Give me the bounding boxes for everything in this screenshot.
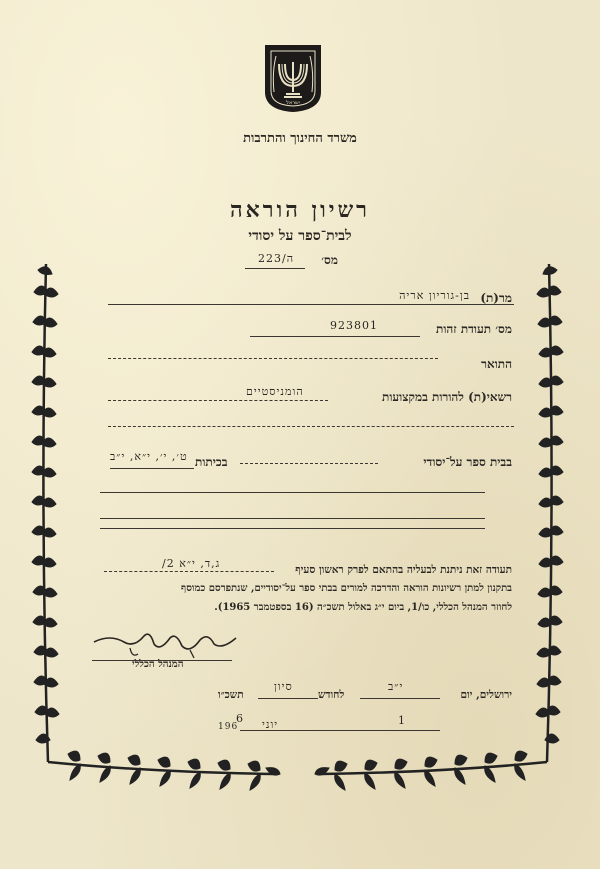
svg-text:ישראל: ישראל (286, 100, 300, 106)
greg-month-value: יוני (262, 718, 279, 731)
handwritten-signature (90, 628, 240, 662)
clause-section-value: ג,ד, י״א 2/ (162, 557, 221, 570)
hebrew-day-value: י״ב (388, 680, 404, 693)
license-number-value: ה/223 (258, 252, 295, 265)
hebrew-month-value: סיון (274, 680, 293, 693)
clause-line-1: תעודה זאת ניתנת לבעליה בהתאם לפרק ראשון סעיף (295, 564, 512, 576)
right-laurel-border (312, 262, 567, 792)
greg-day-value: 1 (398, 714, 406, 727)
name-line (108, 304, 514, 305)
clause-line-3: לחוזר המנהל הכללי, כו/1, ביום י״ג באלול תשכ״ה (16 בספטמבר 1965). (214, 602, 512, 613)
ministry-name: משרד החינוך והתרבות (243, 131, 357, 146)
document-subtitle: לבית־ספר על יסודי (248, 228, 352, 244)
authorized-subjects-line (108, 400, 328, 401)
authorized-subjects-extra-line (108, 426, 514, 427)
day-line (360, 698, 440, 699)
title-degree-line (108, 358, 438, 359)
city-day-label: ירושלים, יום (460, 689, 512, 701)
grades-line (110, 468, 194, 469)
month-line (258, 698, 318, 699)
grades-value: ט׳, י׳, י״א, י״ב (110, 450, 188, 463)
greg-year-prefix: 196 (218, 722, 239, 732)
id-number-value: 923801 (330, 319, 378, 332)
id-number-line (250, 336, 420, 337)
name-value: בן-גוריון אריה (399, 289, 470, 302)
authorized-subjects-value: הומניסטיים (246, 385, 304, 398)
title-degree-label: התואר (481, 357, 512, 371)
greg-year-value: 6 (236, 712, 244, 725)
state-emblem-icon (262, 42, 324, 114)
license-number-label: מס׳ (321, 253, 338, 267)
clause-line-2: בתקנון למתן רשיונות הוראה והדרכה למורים בבתי ספר על־יסודיים, שנתפרסם כמוסף (181, 583, 512, 594)
authorized-subjects-label: רשאי(ת) להורות במקצועות (382, 390, 512, 404)
name-label: מר(ת) (480, 291, 512, 305)
clause-section-line (104, 571, 274, 572)
secondary-school-label: בבית ספר על־יסודי (423, 455, 512, 469)
blank-line-2 (100, 518, 485, 519)
blank-line-3 (100, 528, 485, 529)
id-number-label: מס׳ תעודת זהות (436, 322, 512, 336)
hebrew-year-label: תשכ״ו (218, 689, 244, 701)
blank-line-1 (100, 492, 485, 493)
month-label: לחודש (318, 689, 345, 701)
signatory-role: המנהל הכללי (132, 659, 184, 670)
left-laurel-border (28, 262, 283, 792)
secondary-school-line (240, 463, 378, 464)
grades-label: בכיתות (195, 455, 228, 469)
document-title: רשיון הוראה (230, 197, 370, 223)
